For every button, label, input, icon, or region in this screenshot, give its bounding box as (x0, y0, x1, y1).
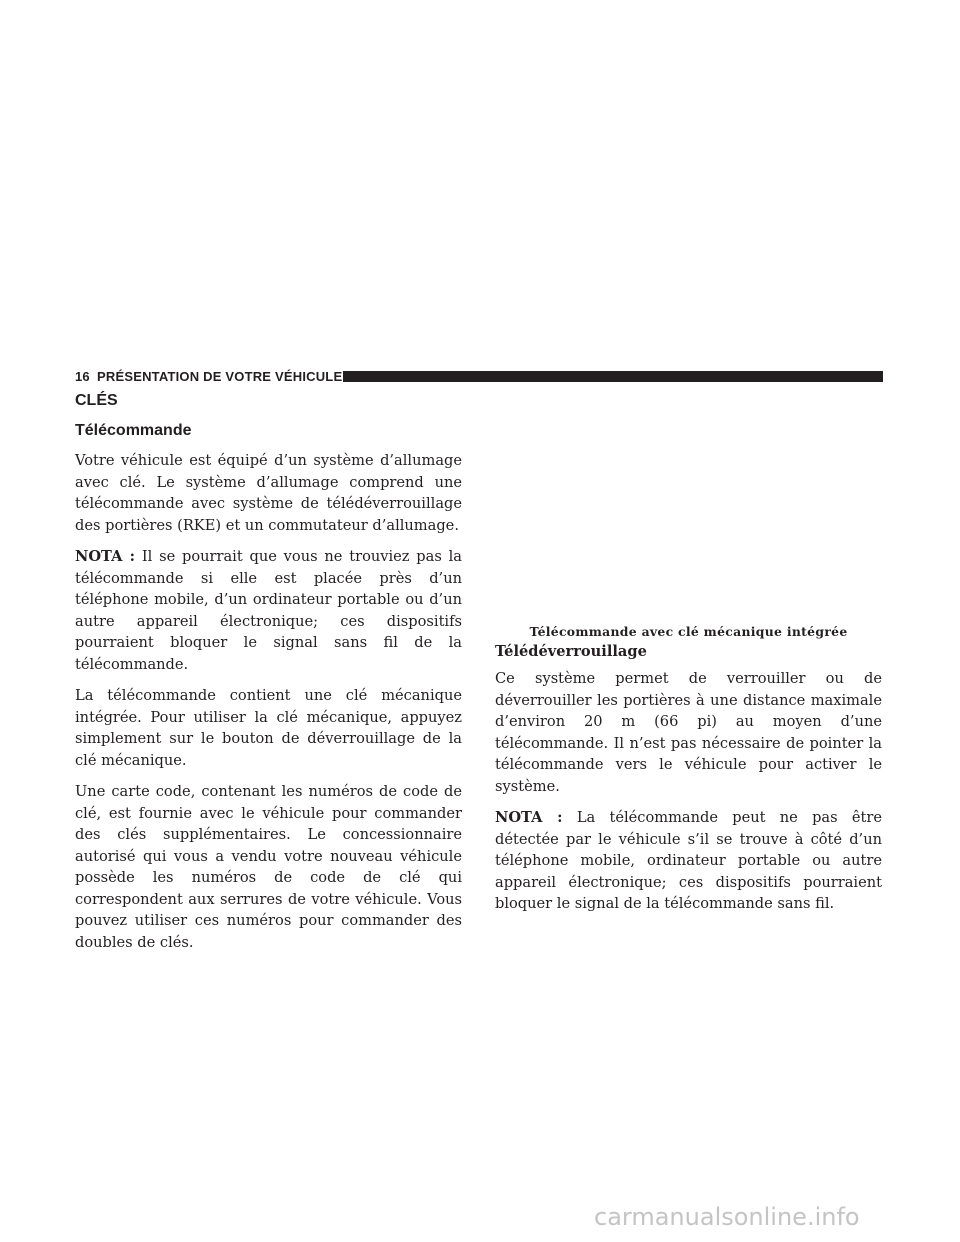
figure-caption: Télécommande avec clé mécanique intégrée (529, 624, 848, 639)
note-paragraph (75, 546, 462, 675)
paragraph: Une carte code, contenant les numéros de code de clé, est fournie avec le véhicule pour commander des clés supplémentaires. Le concessionnaire autorisé qui vous a vendu votre nouveau véhicule possède les numéros de code de clé qui correspondent aux serrures de votre véhicule. Vous pouvez utiliser ces numéros pour commander des doubles de clés. (75, 783, 462, 951)
right-column (495, 668, 882, 925)
running-title: PRÉSENTATION DE VOTRE VÉHICULE (97, 369, 343, 384)
left-column (75, 450, 462, 963)
note-text: Il se pourrait que vous ne trouviez pas la télécommande si elle est placée près d’un téléphone mobile, d’un ordinateur portable ou d’un autre appareil électronique; ces dispositifs pourraient bloquer le signal sans fil de la télécommande. (75, 548, 462, 673)
note-label: NOTA : (75, 548, 136, 565)
note-label: NOTA : (495, 809, 563, 826)
key-fob-figure (495, 392, 882, 618)
note-text: La télécommande peut ne pas être détectée par le véhicule s’il se trouve à côté d’un téléphone mobile, ordinateur portable ou autre appareil électronique; ces dispositifs pourraient bloquer le signal de la télécommande sans fil. (495, 809, 883, 912)
paragraph: Votre véhicule est équipé d’un système d’allumage avec clé. Le système d’allumage comprend une télécommande avec système de télédéverrouillage des portières (RKE) et un commutateur d’allumage. (75, 452, 462, 534)
note-paragraph (495, 807, 882, 915)
subsection-heading: Télédéverrouillage (495, 643, 647, 660)
page-header (75, 369, 883, 385)
header-rule (343, 371, 883, 382)
section-title: CLÉS (75, 392, 118, 409)
page-number: 16 (75, 369, 90, 384)
subsection-title: Télécommande (75, 422, 192, 439)
paragraph: La télécommande contient une clé mécanique intégrée. Pour utiliser la clé mécanique, appuyez simplement sur le bouton de déverrouillage de la clé mécanique. (75, 687, 462, 769)
paragraph: Ce système permet de verrouiller ou de déverrouiller les portières à une distance maximale d’environ 20 m (66 pi) au moyen d’une télécommande. Il n’est pas nécessaire de pointer la télécommande vers le véhicule pour activer le système. (495, 670, 882, 795)
watermark: carmanualsonline.info (594, 1203, 860, 1231)
